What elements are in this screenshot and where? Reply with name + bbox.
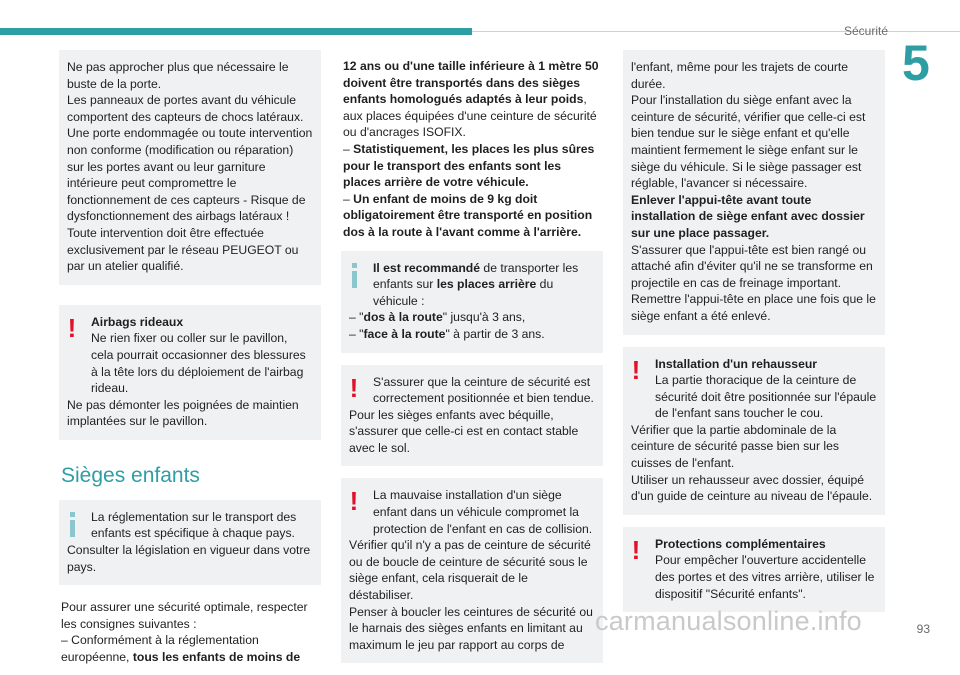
- text-line: – Conformément à la réglementation européenne,: [61, 633, 259, 665]
- dash: –: [343, 141, 354, 156]
- bold-text: Enlever l'appui-tête avant toute installation de siège enfant avec dossier sur une place passager.: [631, 192, 865, 240]
- additional-protection-warning: [623, 527, 885, 612]
- text-line: Consulter la législation en vigueur dans votre pays.: [67, 543, 311, 574]
- text-line: Vérifier que la partie abdominale de la ceinture de sécurité passe bien sur les cuisses de l'enfant.: [631, 422, 839, 471]
- section-heading: Sièges enfants: [61, 463, 200, 487]
- warning-icon: !: [631, 534, 641, 565]
- bold-text: Statistiquement, les places les plus sûres pour le transport des enfants sont les places arrière de votre véhicule.: [343, 141, 595, 190]
- dash: –: [343, 191, 354, 206]
- text-line: Penser à boucler les ceintures de sécurité ou le harnais des sièges enfants en limitant au maximum le jeu par rapport au corps de: [349, 604, 593, 652]
- booster-warning: [623, 347, 885, 515]
- column-2: [341, 58, 603, 675]
- text-line: Pour l'installation du siège enfant avec la ceinture de sécurité, vérifier que celle-ci est bien tendue sur le siège enfant et qu'elle maintient fermement le siège enfant sur le siège du véhicule. Si le siège passager est réglable, l'avancer si nécessaire.: [631, 93, 866, 191]
- text-line: Une porte endommagée ou toute intervention non conforme (modification ou réparation) sur les portes avant ou leur garniture intérieure peut compromettre le fonctionnement de ces capteurs - Risque de dysfonctionnement des airbags latéraux !: [67, 126, 313, 224]
- column-3: [623, 50, 885, 624]
- text-line: Pour empêcher l'ouverture accidentelle des portes et des vitres arrière, utiliser le dispositif "Sécurité enfants".: [655, 553, 875, 601]
- warning-title: Airbags rideaux: [91, 314, 184, 329]
- bold-text: Un enfant de moins de 9 kg doit obligatoirement être transporté en position dos à la route à l'avant comme à l'arrière.: [343, 191, 593, 239]
- header-accent-bar: [0, 28, 472, 35]
- text-line: Pour assurer une sécurité optimale, respecter les consignes suivantes :: [61, 600, 308, 631]
- watermark: carmanualsonline.info: [595, 606, 862, 636]
- warning-icon: !: [631, 354, 641, 385]
- info-icon: [349, 263, 359, 287]
- warning-title: Installation d'un rehausseur: [655, 356, 818, 371]
- text-line: , aux places équipées d'une ceinture de sécurité ou d'ancrages ISOFIX.: [343, 92, 597, 140]
- text-line: l'enfant, même pour les trajets de courte durée.: [631, 60, 849, 91]
- bold-text: tous les enfants de moins de: [132, 650, 301, 665]
- safety-instructions: [59, 599, 321, 665]
- warning-icon: !: [349, 372, 359, 403]
- page-number: 93: [916, 622, 930, 636]
- installation-warning-cont: [623, 50, 885, 335]
- text-line: S'assurer que la ceinture de sécurité est correctement positionnée et bien tendue.: [373, 374, 594, 406]
- safety-instructions-cont: [341, 58, 603, 241]
- rear-seat-info-box: Il est recommandé de transporter les enfants sur les places arrière du véhicule : – "dos à la route" jusqu'à 3 ans, – "face à la route" à partir de 3 ans.: [341, 251, 603, 353]
- column-1: [59, 50, 321, 666]
- seatbelt-warning: [341, 365, 603, 467]
- section-title: Sécurité: [843, 24, 888, 38]
- text-line: La mauvaise installation d'un siège enfant dans un véhicule compromet la protection de l'enfant en cas de collision.: [373, 488, 593, 536]
- text-line: La réglementation sur le transport des enfants est spécifique à chaque pays.: [91, 509, 297, 541]
- text-line: Toute intervention doit être effectuée exclusivement par le réseau PEUGEOT ou par un atelier qualifié.: [67, 225, 299, 274]
- door-notice-box: [59, 50, 321, 285]
- text-line: Utiliser un rehausseur avec dossier, équipé d'un guide de ceinture au niveau de l'épaule.: [631, 472, 873, 504]
- curtain-airbag-warning: [59, 305, 321, 440]
- warning-icon: !: [349, 486, 359, 517]
- text-line: Pour les sièges enfants avec béquille, s'assurer que celle-ci est en contact stable avec le sol.: [349, 407, 579, 455]
- installation-warning: [341, 478, 603, 663]
- info-icon: [67, 512, 77, 536]
- text-line: Les panneaux de portes avant du véhicule comportent des capteurs de chocs latéraux.: [67, 93, 304, 124]
- text-line: Ne rien fixer ou coller sur le pavillon, cela pourrait occasionner des blessures à la tête lors du déploiement de l'airbag rideau.: [91, 331, 306, 396]
- text-line: S'assurer que l'appui-tête est bien rangé ou attaché afin d'éviter qu'il ne se transforme en projectile en cas de freinage important.: [631, 242, 873, 290]
- text-line: Vérifier qu'il n'y a pas de ceinture de sécurité ou de boucle de ceinture de sécurité sous le siège enfant, cela risquerait de le déstabiliser.: [349, 538, 591, 603]
- text-line: La partie thoracique de la ceinture de sécurité doit être positionnée sur l'épaule de l'enfant sans toucher le cou.: [655, 373, 877, 421]
- text-line: Remettre l'appui-tête en place une fois que le siège enfant a été enlevé.: [631, 292, 876, 323]
- text-line: Ne pas approcher plus que nécessaire le buste de la porte.: [67, 60, 289, 91]
- chapter-number: 5: [902, 35, 930, 91]
- regulation-info-box: [59, 500, 321, 585]
- warning-icon: !: [67, 312, 77, 343]
- warning-title: Protections complémentaires: [655, 536, 826, 551]
- bold-text: 12 ans ou d'une taille inférieure à 1 mètre 50 doivent être transportés dans des sièges enfants homologués adaptés à leur poids: [343, 59, 599, 107]
- text-line: Ne pas démonter les poignées de maintien implantées sur le pavillon.: [67, 397, 299, 429]
